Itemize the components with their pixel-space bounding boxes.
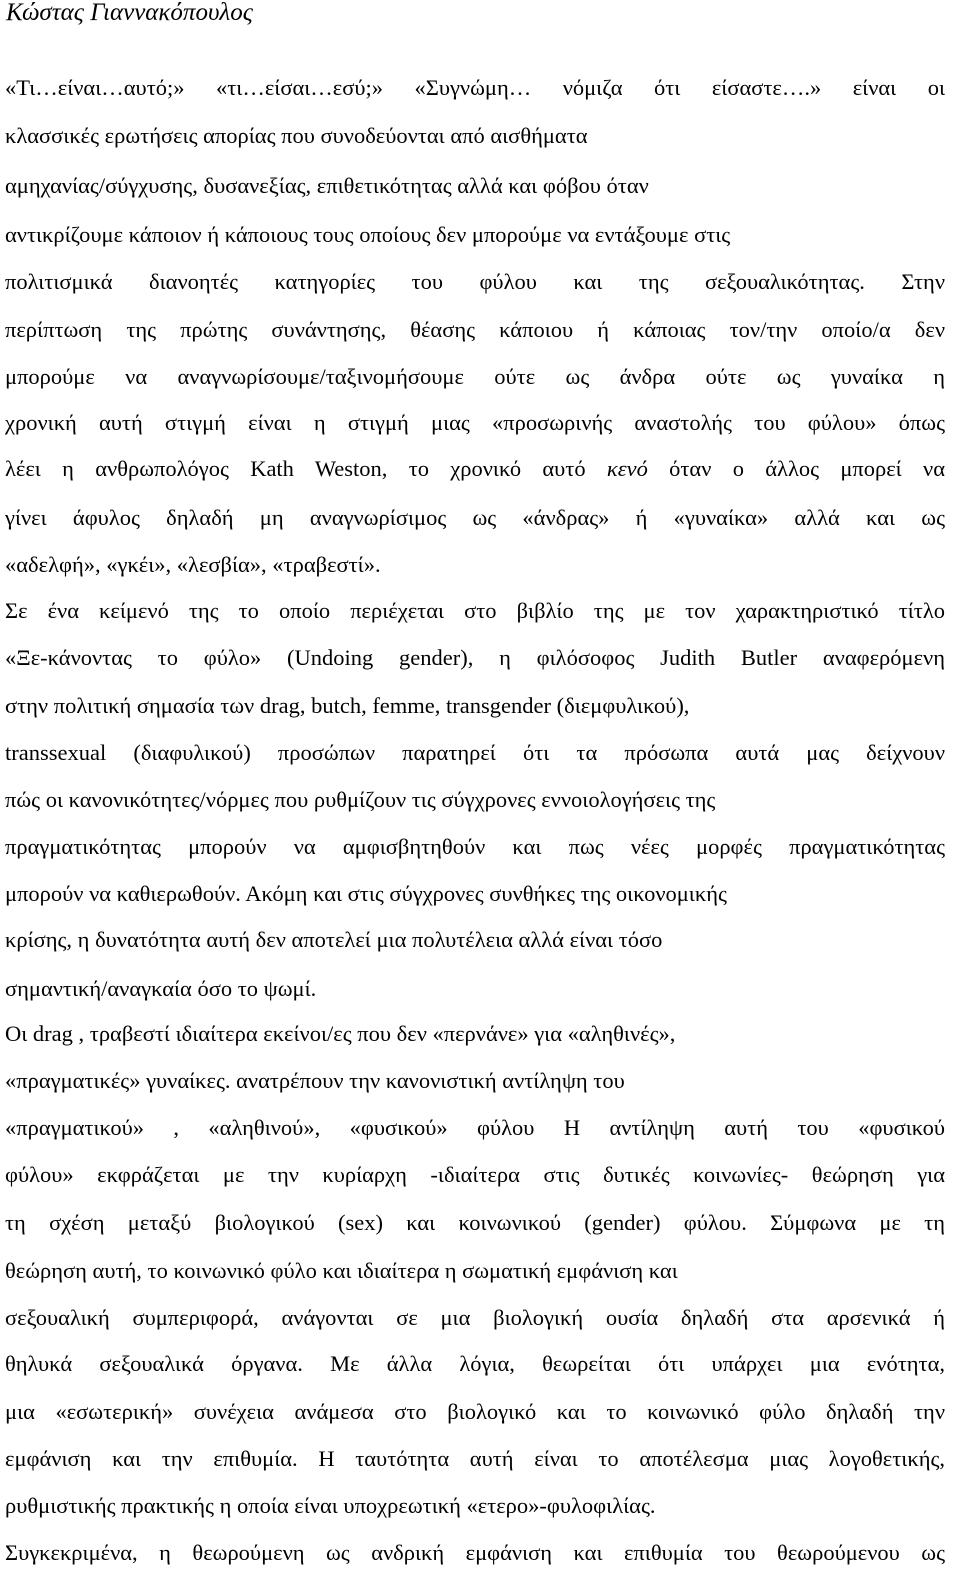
paragraph-1-line-9-part-a: λέει η ανθρωπολόγος Kath Weston, το χρονικό αυτό [5,456,607,481]
paragraph-2-line-1: Σε ένα κείμενό της το οποίο περιέχεται στο βιβλίο της με τον χαρακτηριστικό τίτλο [5,598,945,623]
paragraph-2-line-5: πώς οι κανονικότητες/νόρμες που ρυθμίζουν τις σύγχρονες εννοιολογήσεις της [5,787,716,812]
paragraph-1-line-8: χρονική αυτή στιγμή είναι η στιγμή μιας «προσωρινής αναστολής του φύλου» όπως [5,410,945,435]
paragraph-3-line-5: τη σχέση μεταξύ βιολογικού (sex) και κοινωνικού (gender) φύλου. Σύμφωνα με τη [5,1210,945,1235]
paragraph-3-line-4: φύλου» εκφράζεται με την κυρίαρχη -ιδιαίτερα στις δυτικές κοινωνίες- θεώρηση για [5,1162,945,1187]
paragraph-3-line-6: θεώρηση αυτή, το κοινωνικό φύλο και ιδιαίτερα η σωματική εμφάνιση και [5,1258,678,1283]
paragraph-3-line-3: «πραγματικού» , «αληθινού», «φυσικού» φύλου Η αντίληψη αυτή του «φυσικού [5,1115,945,1140]
paragraph-2-line-4: transsexual (διαφυλικού) προσώπων παρατηρεί ότι τα πρόσωπα αυτά μας δείχνουν [5,740,945,765]
paragraph-3-line-8: θηλυκά σεξουαλικά όργανα. Με άλλα λόγια, θεωρείται ότι υπάρχει μια ενότητα, [5,1351,945,1376]
paragraph-1-line-5: πολιτισμικά διανοητές κατηγορίες του φύλου και της σεξουαλικότητας. Στην [5,269,945,294]
paragraph-3-line-11: ρυθμιστικής πρακτικής η οποία είναι υποχρεωτική «ετερο»-φυλοφιλίας. [5,1493,656,1518]
author-name: Κώστας Γιαννακόπουλος [6,0,253,26]
paragraph-4-line-1: Συγκεκριμένα, η θεωρούμενη ως ανδρική εμφάνιση και επιθυμία του θεωρούμενου ως [5,1540,945,1565]
paragraph-1-line-9 [5,455,945,483]
emphasized-word: κενό [606,456,648,481]
paragraph-3-line-1: Οι drag , τραβεστί ιδιαίτερα εκείνοι/ες που δεν «περνάνε» για «αληθινές», [5,1021,676,1046]
paragraph-1-line-3: αμηχανίας/σύγχυσης, δυσανεξίας, επιθετικότητας αλλά και φόβου όταν [5,173,649,198]
paragraph-1-line-10: γίνει άφυλος δηλαδή μη αναγνωρίσιμος ως «άνδρας» ή «γυναίκα» αλλά και ως [5,505,945,530]
paragraph-1-line-9-part-b: όταν ο άλλος μπορεί να [647,456,945,481]
paragraph-2-line-8: κρίσης, η δυνατότητα αυτή δεν αποτελεί μια πολυτέλεια αλλά είναι τόσο [5,927,663,952]
paragraph-3-line-9: μια «εσωτερική» συνέχεια ανάμεσα στο βιολογικό και το κοινωνικό φύλο δηλαδή την [5,1399,945,1424]
paragraph-1-line-11: «αδελφή», «γκέι», «λεσβία», «τραβεστί». [5,552,381,577]
paragraph-2-line-7: μπορούν να καθιερωθούν. Ακόμη και στις σύγχρονες συνθήκες της οικονομικής [5,881,727,906]
paragraph-3-line-10: εμφάνιση και την επιθυμία. Η ταυτότητα αυτή είναι το αποτέλεσμα μιας λογοθετικής, [5,1446,945,1471]
paragraph-2-line-6: πραγματικότητας μπορούν να αμφισβητηθούν και πως νέες μορφές πραγματικότητας [5,834,945,859]
paragraph-1-line-6: περίπτωση της πρώτης συνάντησης, θέασης κάποιου ή κάποιας τον/την οποίο/α δεν [5,317,945,342]
paragraph-1-line-2: κλασσικές ερωτήσεις απορίας που συνοδεύονται από αισθήματα [5,123,588,148]
paragraph-1-line-1: «Τι…είναι…αυτό;» «τι…είσαι…εσύ;» «Συγνώμη… νόμιζα ότι είσαστε….» είναι οι [5,75,945,100]
paragraph-3-line-2: «πραγματικές» γυναίκες. ανατρέπουν την κανονιστική αντίληψη του [5,1068,625,1093]
paragraph-2-line-2: «Ξε-κάνοντας το φύλο» (Undoing gender), η φιλόσοφος Judith Butler αναφερόμενη [5,645,945,670]
paragraph-1-line-7: μπορούμε να αναγνωρίσουμε/ταξινομήσουμε ούτε ως άνδρα ούτε ως γυναίκα η [5,364,945,389]
paragraph-2-line-9: σημαντική/αναγκαία όσο το ψωμί. [5,976,317,1001]
paragraph-1-line-4: αντικρίζουμε κάποιον ή κάποιους τους οποίους δεν μπορούμε να εντάξουμε στις [5,222,731,247]
paragraph-3-line-7: σεξουαλική συμπεριφορά, ανάγονται σε μια βιολογική ουσία δηλαδή στα αρσενικά ή [5,1305,945,1330]
paragraph-2-line-3: στην πολιτική σημασία των drag, butch, femme, transgender (διεμφυλικού), [5,693,690,718]
